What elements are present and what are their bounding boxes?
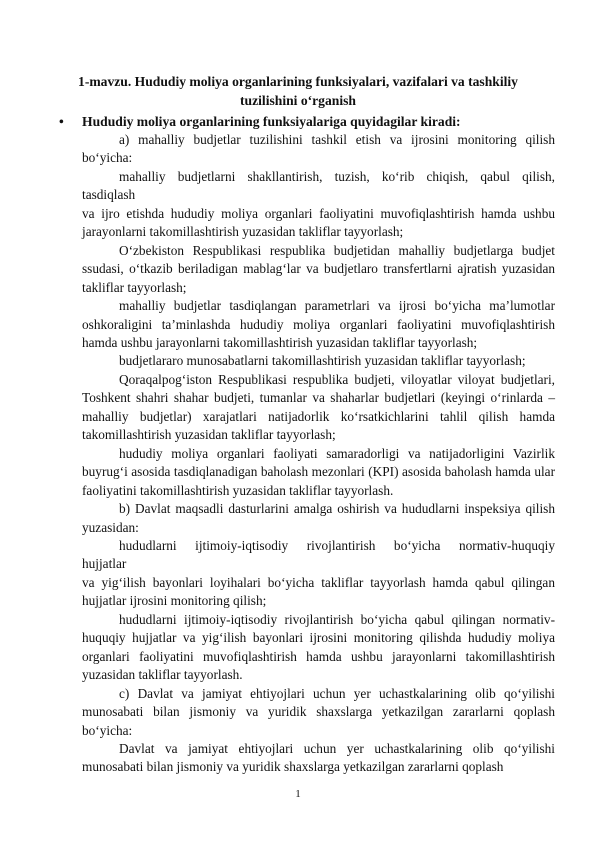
document-title [60,72,536,110]
bullet-heading [59,112,552,131]
paragraph-b: b) Davlat maqsadli dasturlarini amalga oshirish va hududlarni inspeksiya qilish yuzasidan: [82,501,555,535]
paragraph-10: hududlarni ijtimoiy-iqtisodiy rivojlantirish bo‘yicha qabul qilingan normativ-huquqiy hujjatlar va yig‘ilish bayonlari ijrosini monitoring qilishda hududiy moliya organlari faoliyatini muvofiqlashtirish hamda ushbu jarayonlarni takomillashtirish yuzasidan takliflar tayyorlash. [82,611,555,683]
paragraph-7: hududiy moliya organlari faoliyati samaradorligi va natijadorligini Vazirlik buyrug‘i asosida tasdiqlanadigan baholash mezonlari (KPI) asosida baholash hamda ular faoliyatini takomillashtirish yuzasidan takliflar tayyorlash. [82,445,555,498]
paragraph-9-line-2: hujjatlar [82,556,127,572]
paragraph-12: Davlat va jamiyat ehtiyojlari uchun yer uchastkalarining olib qo‘yilishi munosabati bilan jismoniy va yuridik shaxslarga yetkazilgan zararlarni qoplash [82,740,555,775]
paragraph-c: c) Davlat va jamiyat ehtiyojlari uchun yer uchastkalarining olib qo‘yilishi munosabati bilan jismoniy va yuridik shaxslarga yetkazilgan zararlarni qoplash bo‘yicha: [82,685,555,738]
paragraph-2-line-1: mahalliy budjetlarni shakllantirish, tuzish, ko‘rib chiqish, qabul qilish, [119,168,555,184]
bullet-icon: • [59,114,64,129]
title-line-1: 1-mavzu. Hududiy moliya organlarining funksiyalari, vazifalari va tashkiliy [78,74,518,89]
paragraph-5: budjetlararo munosabatlarni takomillashtirish yuzasidan takliflar tayyorlash; [119,353,526,369]
document-body [82,131,555,777]
paragraph-9-line-1: hududlarni ijtimoiy-iqtisodiy rivojlantirish bo‘yicha normativ-huquqiy [119,537,555,553]
paragraph-9-line-3: va yig‘ilish bayonlari loyihalari bo‘yicha takliflar tayyorlash hamda qabul qilingan [82,574,555,590]
paragraph-4: mahalliy budjetlar tasdiqlangan parametrlari va ijrosi bo‘yicha ma’lumotlar oshkoraligini ta’minlashda hududiy moliya organlari faoliyatini muvofiqlashtirish hamda ushbu jarayonlarni takomillashtirish yuzasidan takliflar tayyorlash; [82,298,555,350]
paragraph-2-line-4: jarayonlarni takomillashtirish yuzasidan takliflar tayyorlash; [82,224,404,240]
paragraph-a: a) mahalliy budjetlar tuzilishini tashkil etish va ijrosini monitoring qilish bo‘yicha: [82,132,555,166]
paragraph-2-line-2: tasdiqlash [82,187,136,203]
paragraph-6: Qoraqalpog‘iston Respublikasi respublika budjeti, viloyatlar viloyat budjetlari, Toshkent shahri shahar budjeti, tumanlar va shaharlar budjetlari (keyingi o‘rinlarda – mahalliy budjetlar) xarajatlari natijadorlik ko‘rsatkichlarini tahlil qilish hamda takomillashtirish yuzasidan takliflar tayyorlash; [82,371,555,443]
bullet-heading-text: Hududiy moliya organlarining funksiyalariga quyidagilar kiradi: [82,114,461,129]
paragraph-3: O‘zbekiston Respublikasi respublika budjetidan mahalliy budjetlarga budjet ssudasi, o‘tkazib beriladigan mablag‘lar va budjetlaro transfertlarni ajratish yuzasidan takliflar tayyorlash; [82,242,555,295]
paragraph-9 [82,537,555,611]
paragraph-9-line-4: hujjatlar ijrosini monitoring qilish; [82,593,267,609]
page-number: 1 [295,788,301,800]
paragraph-2-line-3: va ijro etishda hududiy moliya organlari faoliyatini muvofiqlashtirish hamda ushbu [82,205,555,221]
paragraph-2 [82,168,555,242]
title-line-2: tuzilishini o‘rganish [240,93,356,108]
